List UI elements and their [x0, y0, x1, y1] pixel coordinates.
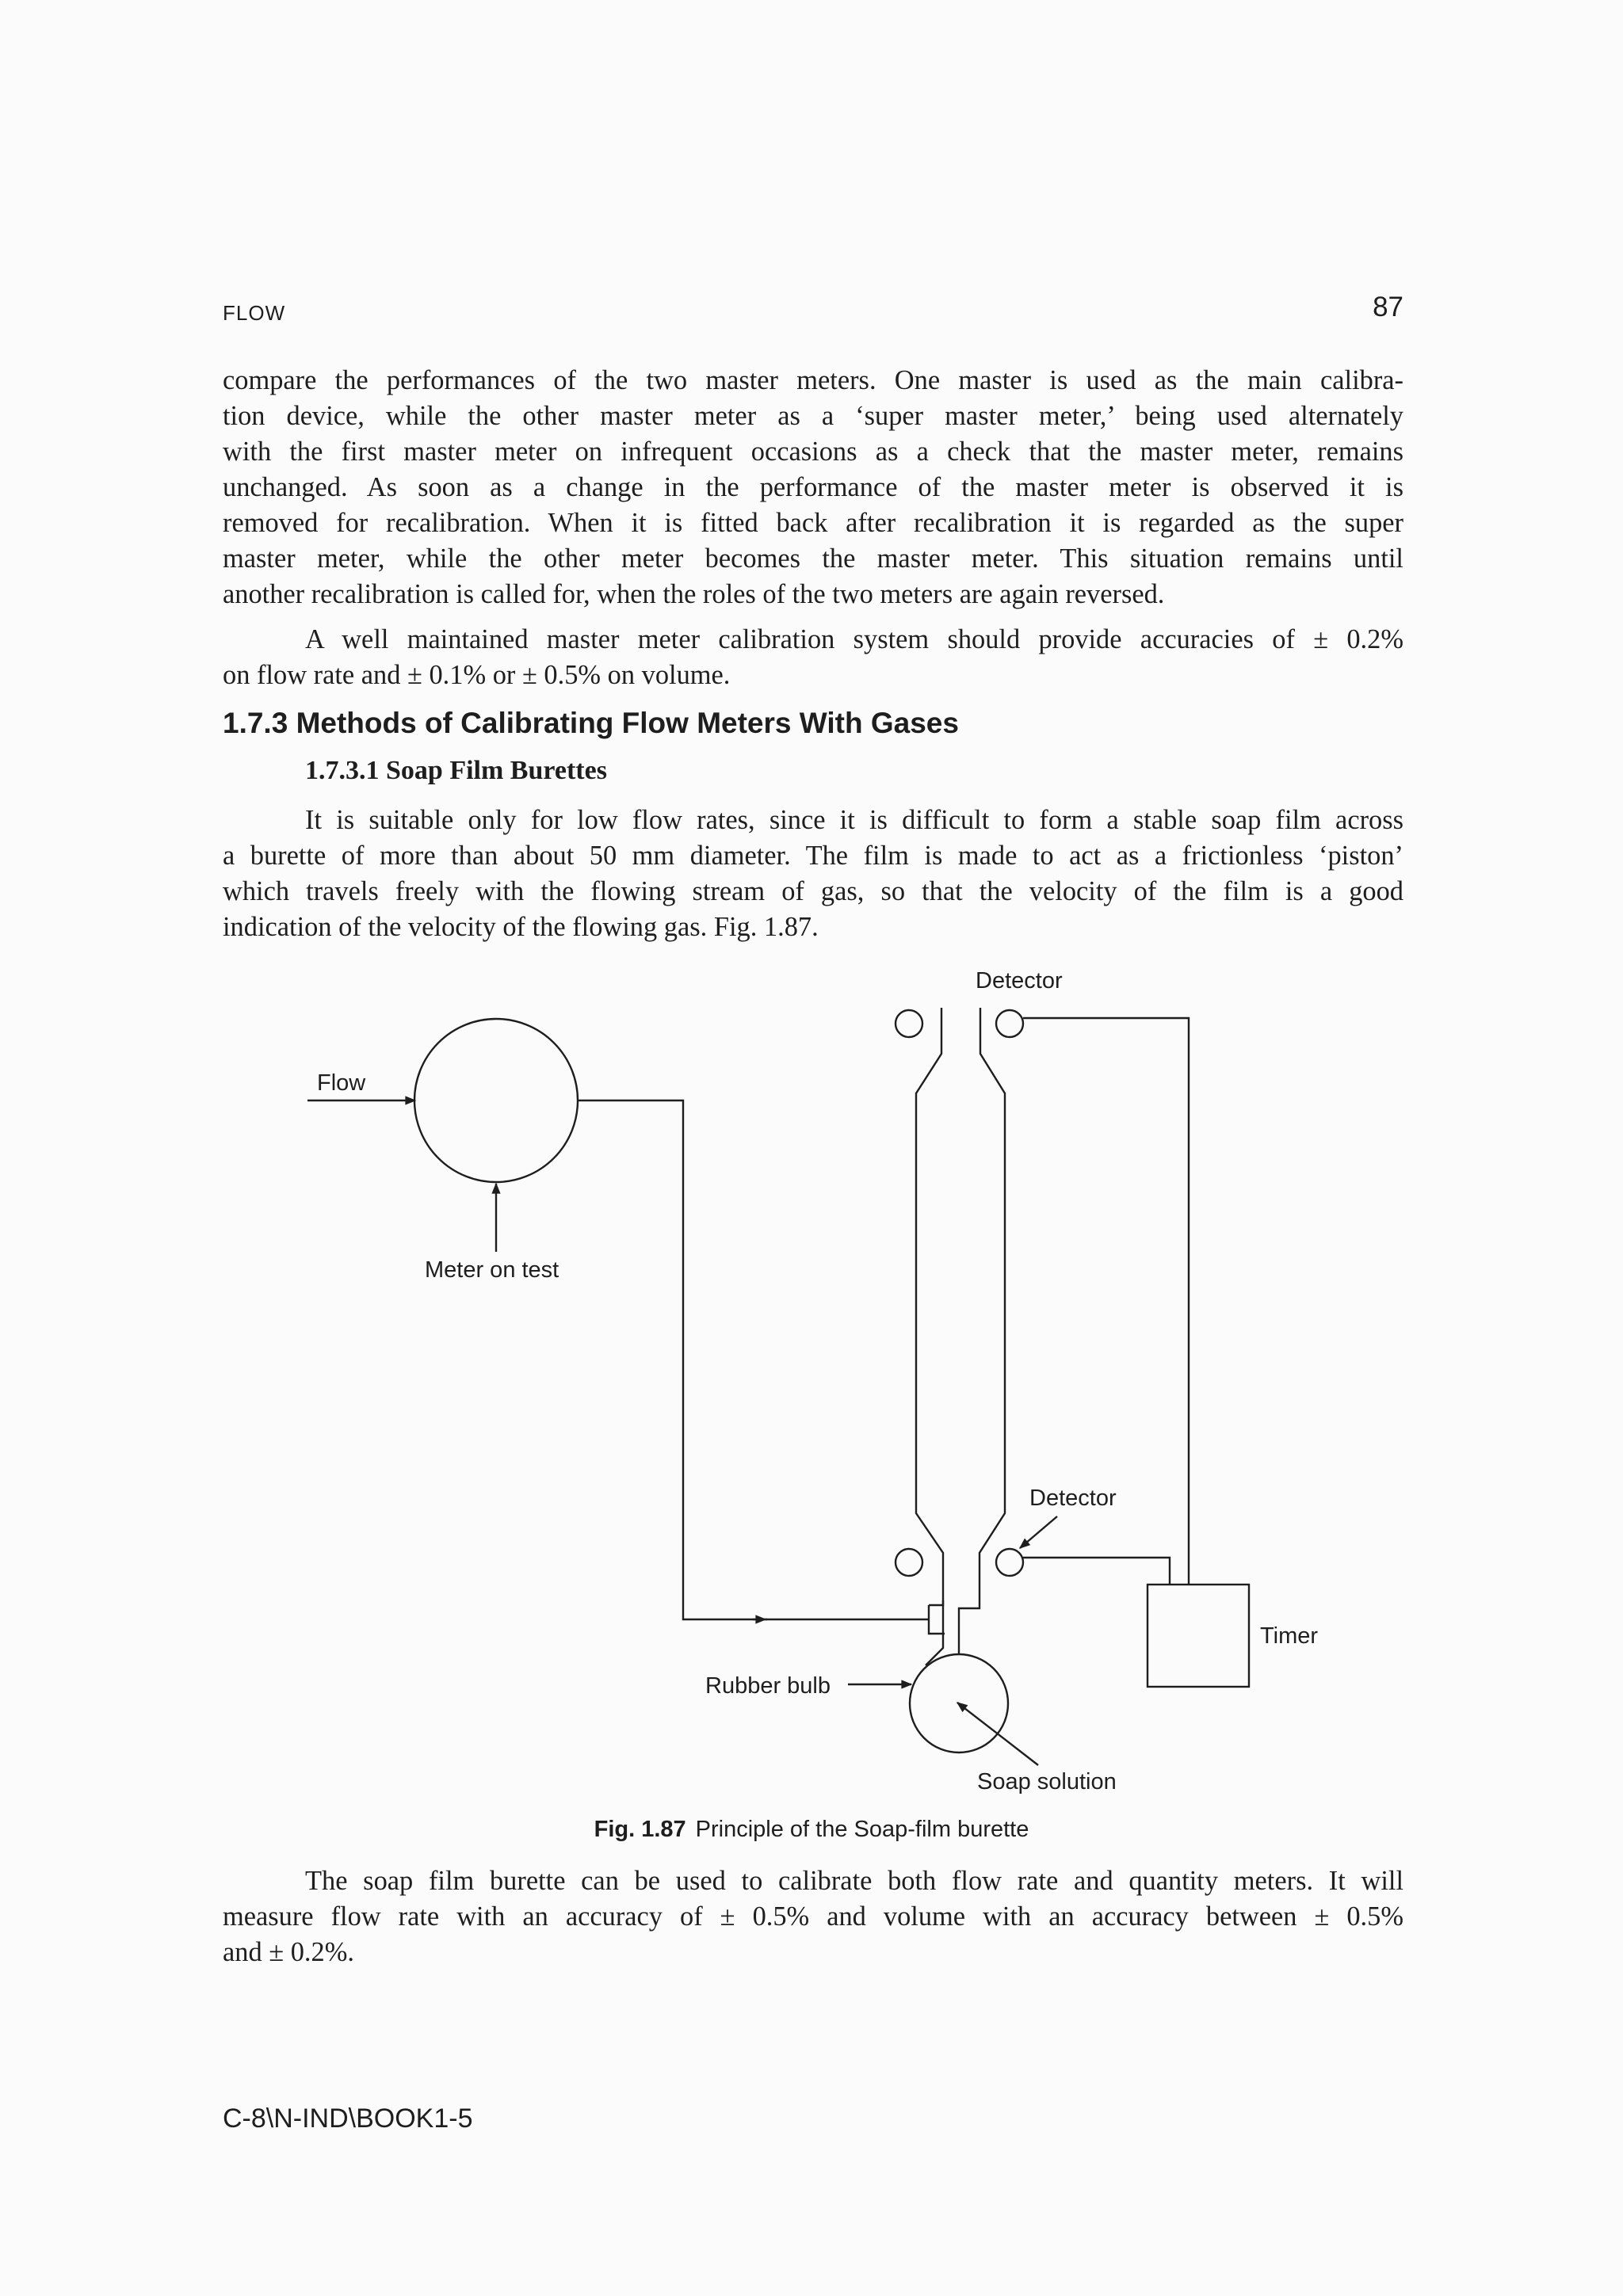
bottom-detector-left-icon — [896, 1549, 922, 1576]
text-line: and ± 0.2%. — [223, 1937, 354, 1967]
text-line: master meter, while the other meter becomes the master meter. This situation remains until — [223, 543, 1403, 574]
label-flow: Flow — [317, 1070, 366, 1096]
section-heading: 1.7.3 Methods of Calibrating Flow Meters With Gases — [223, 707, 959, 739]
label-meter-on-test: Meter on test — [425, 1257, 559, 1283]
subsection-heading: 1.7.3.1 Soap Film Burettes — [305, 756, 607, 785]
text-line: A well maintained master meter calibration system should provide accuracies of ± 0.2% — [305, 624, 1403, 654]
running-header-title: FLOW — [223, 301, 286, 325]
text-line: compare the performances of the two master meters. One master is used as the main calibra- — [223, 365, 1403, 395]
page-number: 87 — [1373, 292, 1403, 322]
top-detector-right-icon — [996, 1010, 1023, 1037]
top-detector-left-icon — [896, 1010, 922, 1037]
text-line: another recalibration is called for, when the roles of the two meters are again reversed. — [223, 579, 1165, 609]
text-line: The soap film burette can be used to calibrate both flow rate and quantity meters. It will — [305, 1866, 1403, 1896]
soap-solution-arrow — [957, 1703, 1038, 1765]
text-line: measure flow rate with an accuracy of ± 0.5% and volume with an accuracy between ± 0.5% — [223, 1901, 1403, 1932]
paragraph-4 — [223, 1863, 1403, 1970]
label-detector-top: Detector — [976, 968, 1063, 994]
burette-left-wall — [916, 1008, 943, 1665]
inlet-fitting-top — [929, 1600, 943, 1605]
text-line: indication of the velocity of the flowing gas. Fig. 1.87. — [223, 912, 819, 942]
text-line: a burette of more than about 50 mm diameter. The film is made to act as a frictionless ‘piston’ — [223, 841, 1403, 871]
timer-box — [1148, 1585, 1249, 1687]
label-rubber-bulb: Rubber bulb — [705, 1673, 831, 1699]
pipe-meter-to-burette — [578, 1100, 767, 1619]
text-line: tion device, while the other master meter as a ‘super master meter,’ being used alternately — [223, 401, 1403, 431]
bottom-detector-right-icon — [996, 1549, 1023, 1576]
figure-caption-text: Principle of the Soap-film burette — [695, 1817, 1029, 1842]
figure-caption-number: Fig. 1.87 — [594, 1817, 686, 1842]
text-line: which travels freely with the flowing stream of gas, so that the velocity of the film is a good — [223, 876, 1403, 906]
label-detector-bottom: Detector — [1029, 1486, 1117, 1511]
text-line: with the first master meter on infrequent occasions as a check that the master meter, remains — [223, 437, 1403, 467]
meter-circle — [414, 1019, 578, 1182]
text-line: It is suitable only for low flow rates, since it is difficult to form a stable soap film across — [305, 805, 1403, 835]
text-line: unchanged. As soon as a change in the performance of the master meter is observed it is — [223, 472, 1403, 502]
bottom-detector-pointer-arrow — [1020, 1516, 1057, 1548]
label-timer: Timer — [1260, 1623, 1319, 1649]
text-line: on flow rate and ± 0.1% or ± 0.5% on volume. — [223, 660, 731, 690]
figure-caption — [0, 1817, 1623, 1843]
bottom-detector-wire — [1023, 1558, 1170, 1585]
footer-code: C-8\N-IND\BOOK1-5 — [223, 2103, 473, 2134]
label-soap-solution: Soap solution — [977, 1769, 1117, 1794]
text-line: removed for recalibration. When it is fitted back after recalibration it is regarded as the super — [223, 508, 1403, 538]
